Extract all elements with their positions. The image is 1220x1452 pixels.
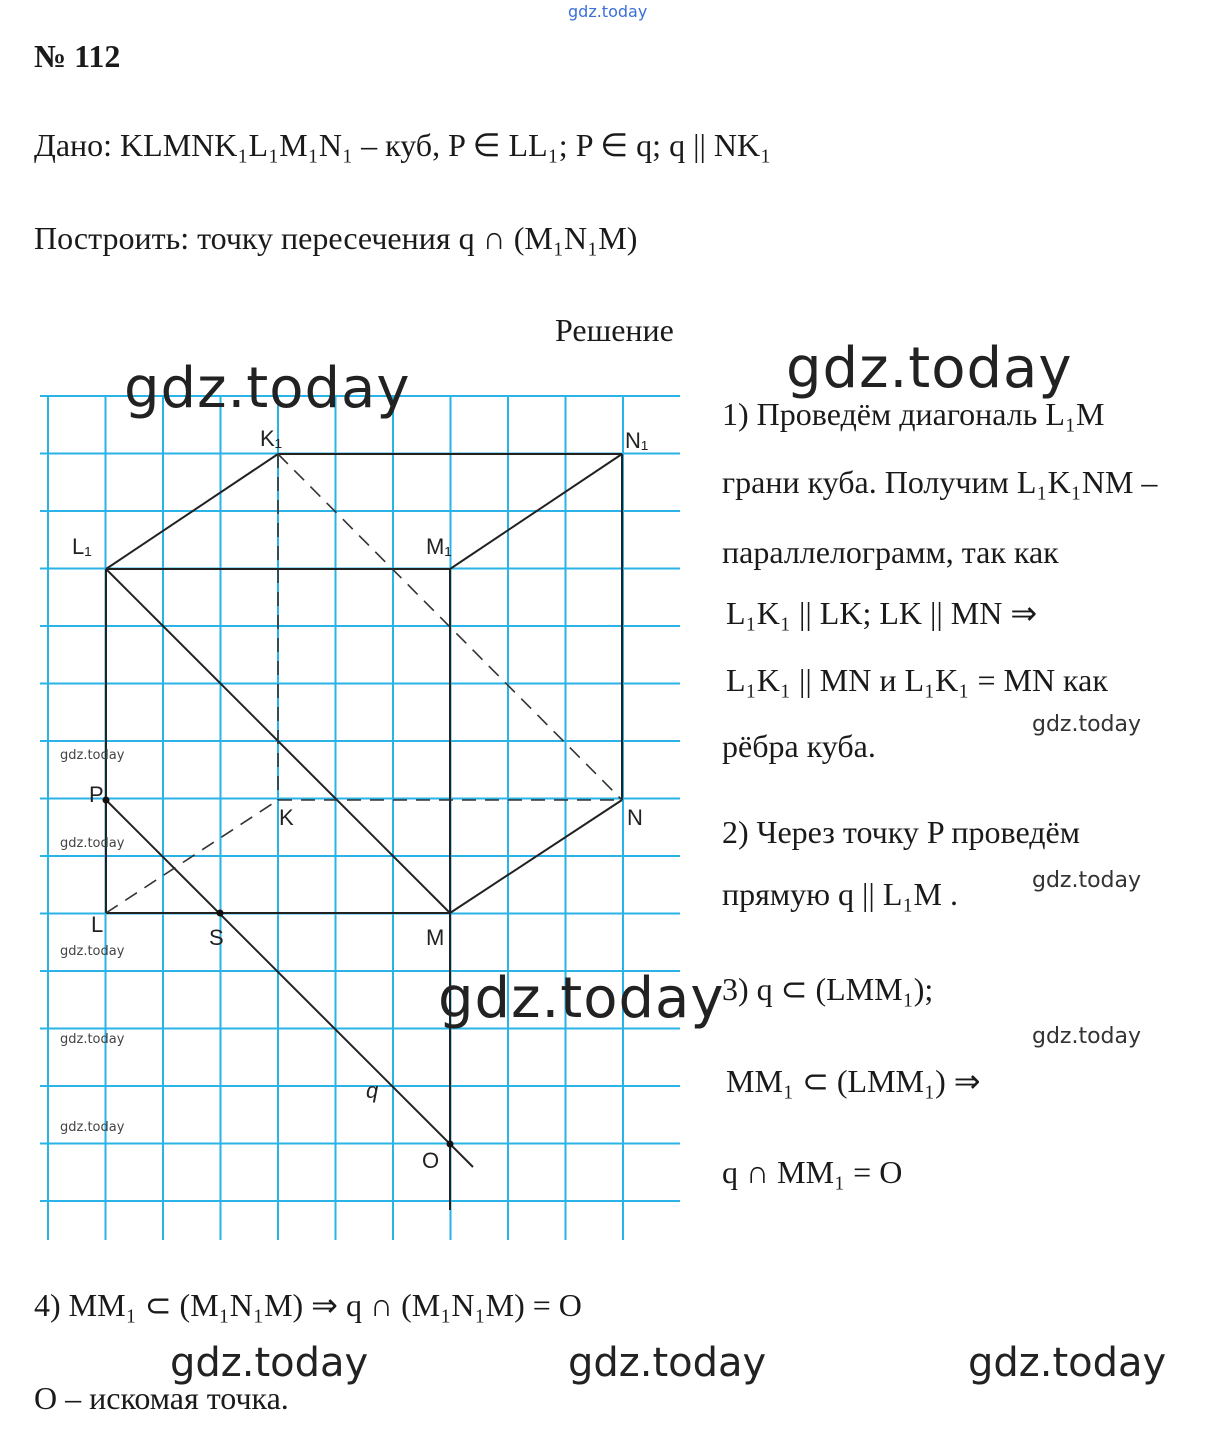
step-1-line-1: 1) Проведём диагональ L₁M	[722, 396, 1105, 432]
label-q: q	[366, 1078, 379, 1103]
label-m1: M₁	[426, 534, 452, 559]
label-p: P	[89, 782, 104, 807]
label-s: S	[209, 925, 224, 950]
step-1-line-6: рёбра куба.	[722, 728, 876, 764]
step-4: 4) MM₁ ⊂ (M₁N₁M) ⇒ q ∩ (M₁N₁M) = O	[34, 1287, 582, 1323]
step-2-line-2: прямую q || L₁M .	[722, 876, 958, 912]
watermark-tiny-4: gdz.today	[60, 1032, 125, 1047]
label-n1: N₁	[625, 428, 649, 453]
step-2-line-1: 2) Через точку P проведём	[722, 814, 1080, 850]
cube-edges	[106, 454, 622, 1210]
step-1-line-4: L₁K₁ || LK; LK || MN ⇒	[726, 595, 1038, 631]
watermark-bottom-2: gdz.today	[568, 1340, 767, 1386]
point-o-dot	[447, 1141, 454, 1148]
step-1-line-2: грани куба. Получим L₁K₁NM –	[722, 464, 1158, 500]
label-k1: K₁	[260, 426, 283, 451]
watermark-tiny-5: gdz.today	[60, 1120, 125, 1135]
watermark-top: gdz.today	[568, 2, 648, 21]
task-text: Построить: точку пересечения q ∩ (M₁N₁M)	[34, 220, 638, 256]
step-3-line-2: MM₁ ⊂ (LMM₁) ⇒	[726, 1063, 981, 1099]
watermark-big-2: gdz.today	[786, 336, 1073, 401]
label-k: K	[279, 805, 294, 830]
step-3-line-1: 3) q ⊂ (LMM₁);	[722, 971, 934, 1007]
solution-heading: Решение	[555, 312, 674, 348]
watermark-small-2: gdz.today	[1032, 868, 1142, 893]
problem-number: № 112	[34, 38, 121, 74]
step-1-line-3: параллелограмм, так как	[722, 534, 1059, 570]
point-s-dot	[217, 910, 224, 917]
label-n: N	[627, 805, 643, 830]
watermark-tiny-3: gdz.today	[60, 944, 125, 959]
grid	[40, 396, 680, 1240]
label-l: L	[91, 912, 104, 937]
cube-figure	[0, 0, 700, 1260]
label-m: M	[426, 925, 445, 950]
step-3-line-3: q ∩ MM₁ = O	[722, 1154, 903, 1190]
given-text: Дано: KLMNK₁L₁M₁N₁ – куб, P ∈ LL₁; P ∈ q; q || NK₁	[34, 127, 772, 163]
label-o: O	[422, 1148, 440, 1173]
label-l1: L₁	[72, 534, 92, 559]
watermark-big-1: gdz.today	[124, 356, 411, 421]
conclusion: O – искомая точка.	[34, 1380, 289, 1416]
watermark-bottom-3: gdz.today	[968, 1340, 1167, 1386]
watermark-small-3: gdz.today	[1032, 1024, 1142, 1049]
watermark-tiny-2: gdz.today	[60, 836, 125, 851]
watermark-bottom-1: gdz.today	[170, 1340, 369, 1386]
step-1-line-5: L₁K₁ || MN и L₁K₁ = MN как	[726, 662, 1108, 698]
watermark-small-1: gdz.today	[1032, 712, 1142, 737]
watermark-tiny-1: gdz.today	[60, 748, 125, 763]
watermark-big-3: gdz.today	[438, 966, 725, 1031]
